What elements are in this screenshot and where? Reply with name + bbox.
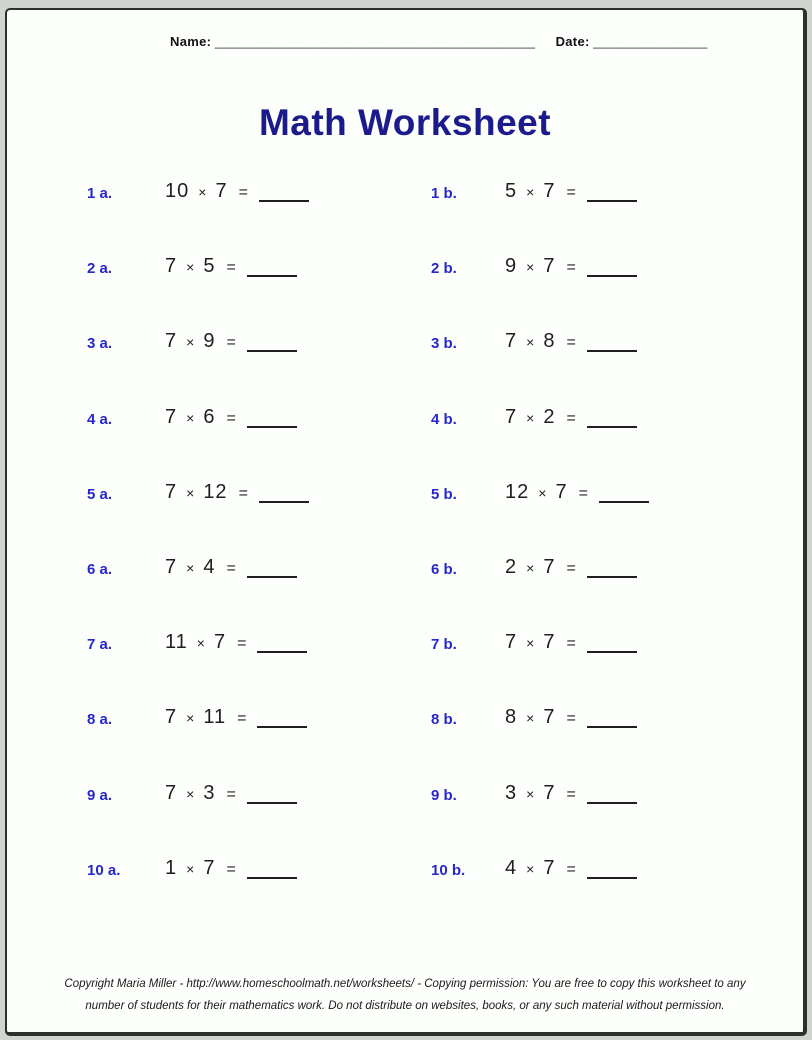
problem-expression-b bbox=[505, 707, 637, 727]
problem-expression-b bbox=[505, 331, 637, 351]
equals-sign-icon: = bbox=[566, 710, 576, 728]
problem-label-a: 2 a. bbox=[87, 260, 113, 278]
times-sign-icon: × bbox=[526, 259, 535, 276]
answer-blank-b bbox=[599, 501, 649, 503]
problem-label-a: 4 a. bbox=[87, 410, 113, 428]
footer-copyright bbox=[7, 973, 803, 1017]
answer-blank-b bbox=[587, 651, 637, 653]
problem-expression-b bbox=[505, 557, 637, 577]
answer-blank-b bbox=[587, 426, 637, 428]
answer-blank-a bbox=[247, 275, 297, 277]
answer-blank-a bbox=[259, 501, 309, 503]
times-sign-icon: × bbox=[526, 184, 535, 200]
answer-blank-b bbox=[587, 576, 637, 578]
times-sign-icon: × bbox=[186, 860, 195, 877]
equals-sign-icon: = bbox=[566, 409, 576, 427]
factor2-b: 8 bbox=[543, 330, 556, 353]
problem-expression-a bbox=[165, 331, 297, 351]
problem-row bbox=[7, 256, 803, 331]
times-sign-icon: × bbox=[186, 334, 195, 351]
answer-blank-b bbox=[587, 802, 637, 804]
problem-label-b: 1 b. bbox=[431, 185, 457, 202]
factor2-a: 12 bbox=[203, 480, 228, 503]
problem-label-b: 6 b. bbox=[431, 560, 457, 578]
equals-sign-icon: = bbox=[226, 785, 236, 803]
date-blank-line: _______________ bbox=[593, 34, 708, 49]
factor2-b: 7 bbox=[543, 631, 556, 654]
factor1-b: 12 bbox=[505, 480, 530, 503]
equals-sign-icon: = bbox=[226, 259, 236, 277]
problem-label-b: 9 b. bbox=[431, 786, 457, 804]
factor2-a: 7 bbox=[213, 631, 227, 654]
factor1-a: 7 bbox=[165, 781, 178, 804]
problem-label-b: 8 b. bbox=[431, 711, 457, 729]
factor1-a: 7 bbox=[165, 330, 178, 353]
factor2-a: 6 bbox=[203, 405, 216, 428]
equals-sign-icon: = bbox=[566, 334, 576, 352]
factor1-a: 7 bbox=[165, 405, 178, 428]
factor2-b: 7 bbox=[543, 856, 556, 879]
problem-label-a: 5 a. bbox=[87, 485, 113, 503]
times-sign-icon: × bbox=[186, 710, 195, 727]
times-sign-icon: × bbox=[538, 484, 547, 501]
paper-sheet bbox=[5, 8, 807, 1036]
name-label: Name: bbox=[170, 34, 212, 49]
times-sign-icon: × bbox=[526, 860, 535, 877]
times-sign-icon: × bbox=[526, 334, 535, 351]
header bbox=[170, 34, 803, 49]
problem-expression-a bbox=[165, 557, 297, 577]
factor1-a: 7 bbox=[165, 480, 178, 503]
answer-blank-a bbox=[257, 651, 307, 653]
problem-expression-a bbox=[165, 707, 307, 727]
problem-label-a: 9 a. bbox=[87, 786, 113, 804]
problem-row bbox=[7, 482, 803, 557]
factor1-a: 7 bbox=[165, 706, 178, 729]
factor2-b: 7 bbox=[555, 480, 568, 503]
factor2-a: 11 bbox=[203, 706, 227, 729]
problem-label-b: 5 b. bbox=[431, 485, 457, 503]
equals-sign-icon: = bbox=[237, 635, 247, 653]
page-title: Math Worksheet bbox=[258, 102, 552, 143]
problem-label-b: 7 b. bbox=[431, 636, 457, 654]
times-sign-icon: × bbox=[526, 785, 535, 802]
times-sign-icon: × bbox=[196, 635, 205, 652]
factor1-b: 5 bbox=[505, 180, 518, 202]
times-sign-icon: × bbox=[526, 635, 535, 652]
answer-blank-a bbox=[247, 802, 297, 804]
equals-sign-icon: = bbox=[237, 710, 247, 728]
problem-label-b: 3 b. bbox=[431, 335, 457, 353]
answer-blank-a bbox=[247, 877, 297, 879]
problem-label-a: 8 a. bbox=[87, 711, 113, 729]
equals-sign-icon: = bbox=[566, 259, 576, 277]
equals-sign-icon: = bbox=[226, 559, 236, 577]
equals-sign-icon: = bbox=[566, 184, 576, 201]
times-sign-icon: × bbox=[186, 484, 195, 501]
problem-expression-a bbox=[165, 632, 307, 652]
factor2-b: 7 bbox=[543, 255, 556, 278]
answer-blank-b bbox=[587, 275, 637, 277]
answer-blank-a bbox=[247, 350, 297, 352]
problem-expression-a bbox=[165, 407, 297, 427]
factor1-a: 7 bbox=[165, 255, 178, 278]
factor1-a: 10 bbox=[165, 180, 190, 202]
factor2-b: 7 bbox=[543, 706, 556, 729]
times-sign-icon: × bbox=[526, 710, 535, 727]
problem-label-a: 10 a. bbox=[87, 861, 121, 879]
equals-sign-icon: = bbox=[578, 484, 588, 502]
problem-expression-a bbox=[165, 256, 297, 276]
equals-sign-icon: = bbox=[226, 409, 236, 427]
problem-expression-a bbox=[165, 858, 297, 878]
times-sign-icon: × bbox=[198, 184, 207, 200]
equals-sign-icon: = bbox=[566, 559, 576, 577]
problem-row bbox=[7, 783, 803, 858]
problem-expression-b bbox=[505, 632, 637, 652]
date-label: Date: bbox=[555, 34, 590, 49]
times-sign-icon: × bbox=[186, 259, 195, 276]
factor1-b: 7 bbox=[505, 631, 518, 654]
equals-sign-icon: = bbox=[566, 635, 576, 653]
problem-label-b: 2 b. bbox=[431, 260, 457, 278]
times-sign-icon: × bbox=[526, 559, 535, 576]
problem-row bbox=[7, 407, 803, 482]
answer-blank-a bbox=[247, 576, 297, 578]
factor2-a: 3 bbox=[203, 781, 216, 804]
problem-label-b: 4 b. bbox=[431, 410, 457, 428]
answer-blank-b bbox=[587, 877, 637, 879]
factor1-b: 7 bbox=[505, 405, 518, 428]
times-sign-icon: × bbox=[186, 785, 195, 802]
problems-grid bbox=[7, 181, 803, 933]
footer-line-1: Copyright Maria Miller - http://www.homeschoolmath.net/worksheets/ - Copying permission: You are free to copy this worksheet to any bbox=[64, 978, 746, 990]
problem-row bbox=[7, 707, 803, 782]
times-sign-icon: × bbox=[186, 559, 195, 576]
problem-label-a: 6 a. bbox=[87, 560, 113, 578]
answer-blank-a bbox=[247, 426, 297, 428]
answer-blank-b bbox=[587, 726, 637, 728]
equals-sign-icon: = bbox=[226, 860, 236, 878]
equals-sign-icon: = bbox=[226, 334, 236, 352]
factor1-b: 3 bbox=[505, 781, 518, 804]
problem-label-b: 10 b. bbox=[431, 861, 466, 879]
problem-label-a: 3 a. bbox=[87, 335, 113, 353]
factor1-b: 7 bbox=[505, 330, 518, 353]
factor1-a: 1 bbox=[165, 856, 178, 879]
problem-expression-a bbox=[165, 783, 297, 803]
factor2-a: 7 bbox=[203, 856, 216, 879]
problem-row bbox=[7, 557, 803, 632]
problem-row bbox=[7, 181, 803, 256]
factor2-a: 5 bbox=[203, 255, 216, 278]
equals-sign-icon: = bbox=[238, 184, 248, 201]
factor2-a: 4 bbox=[203, 555, 216, 578]
problem-row bbox=[7, 632, 803, 707]
equals-sign-icon: = bbox=[566, 785, 576, 803]
problem-expression-b bbox=[505, 482, 649, 502]
problem-expression-a bbox=[165, 181, 309, 201]
problem-expression-b bbox=[505, 783, 637, 803]
problem-expression-b bbox=[505, 407, 637, 427]
problem-label-a: 1 a. bbox=[87, 185, 113, 202]
problem-row bbox=[7, 858, 803, 933]
problem-expression-b bbox=[505, 181, 637, 201]
factor1-b: 8 bbox=[505, 706, 518, 729]
factor2-b: 2 bbox=[543, 405, 556, 428]
equals-sign-icon: = bbox=[566, 860, 576, 878]
problem-expression-b bbox=[505, 858, 637, 878]
problem-expression-a bbox=[165, 482, 309, 502]
times-sign-icon: × bbox=[526, 409, 535, 426]
problem-label-a: 7 a. bbox=[87, 636, 113, 654]
problem-row bbox=[7, 331, 803, 406]
factor2-b: 7 bbox=[543, 781, 556, 804]
factor2-b: 7 bbox=[543, 180, 556, 202]
factor1-b: 4 bbox=[505, 856, 518, 879]
factor1-b: 9 bbox=[505, 255, 518, 278]
equals-sign-icon: = bbox=[238, 484, 248, 502]
factor2-b: 7 bbox=[543, 555, 556, 578]
name-blank-line: __________________________________________ bbox=[214, 34, 536, 49]
factor1-a: 7 bbox=[165, 555, 178, 578]
answer-blank-b bbox=[587, 350, 637, 352]
factor2-a: 9 bbox=[203, 330, 216, 353]
answer-blank-a bbox=[259, 200, 309, 202]
factor2-a: 7 bbox=[215, 180, 228, 202]
footer-line-2: number of students for their mathematics work. Do not distribute on websites, books, or any such material without permission. bbox=[85, 1000, 725, 1012]
answer-blank-b bbox=[587, 200, 637, 202]
factor1-a: 11 bbox=[165, 631, 188, 654]
answer-blank-a bbox=[257, 726, 307, 728]
factor1-b: 2 bbox=[505, 555, 518, 578]
times-sign-icon: × bbox=[186, 409, 195, 426]
problem-expression-b bbox=[505, 256, 637, 276]
